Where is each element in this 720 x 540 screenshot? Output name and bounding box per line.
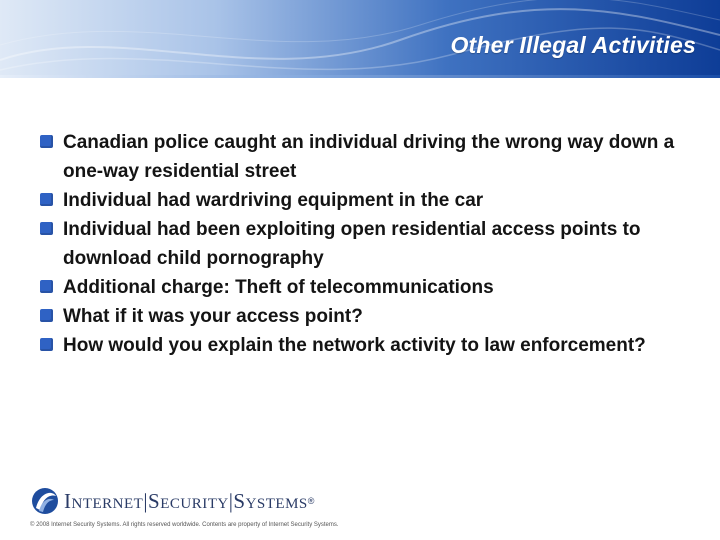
list-item	[40, 186, 680, 215]
bullet-text: Individual had wardriving equipment in the car	[63, 190, 484, 211]
logo-wordmark: Internet|Security|Systems	[64, 488, 308, 513]
list-item	[40, 128, 680, 186]
copyright-notice: © 2008 Internet Security Systems. All rights reserved worldwide. Contents are property of Internet Security Systems.	[30, 522, 339, 528]
bullet-text: Individual had been exploiting open residential access points to download child pornography	[63, 219, 641, 269]
bullet-list	[40, 128, 680, 360]
slide-header	[0, 0, 720, 75]
bullet-text: How would you explain the network activity to law enforcement?	[63, 335, 646, 356]
bullet-text: What if it was your access point?	[63, 306, 363, 327]
square-bullet-icon	[40, 193, 53, 206]
globe-swirl-icon	[30, 486, 60, 516]
list-item	[40, 215, 680, 273]
square-bullet-icon	[40, 338, 53, 351]
list-item	[40, 302, 680, 331]
list-item	[40, 273, 680, 302]
square-bullet-icon	[40, 222, 53, 235]
registered-mark: ®	[307, 496, 315, 506]
bullet-text: Additional charge: Theft of telecommunications	[63, 277, 494, 298]
square-bullet-icon	[40, 135, 53, 148]
list-item	[40, 331, 680, 360]
square-bullet-icon	[40, 309, 53, 322]
bullet-text: Canadian police caught an individual driving the wrong way down a one-way residential street	[63, 132, 675, 182]
slide-title: Other Illegal Activities	[450, 32, 696, 58]
header-divider	[0, 75, 720, 78]
square-bullet-icon	[40, 280, 53, 293]
company-logo	[30, 486, 314, 516]
